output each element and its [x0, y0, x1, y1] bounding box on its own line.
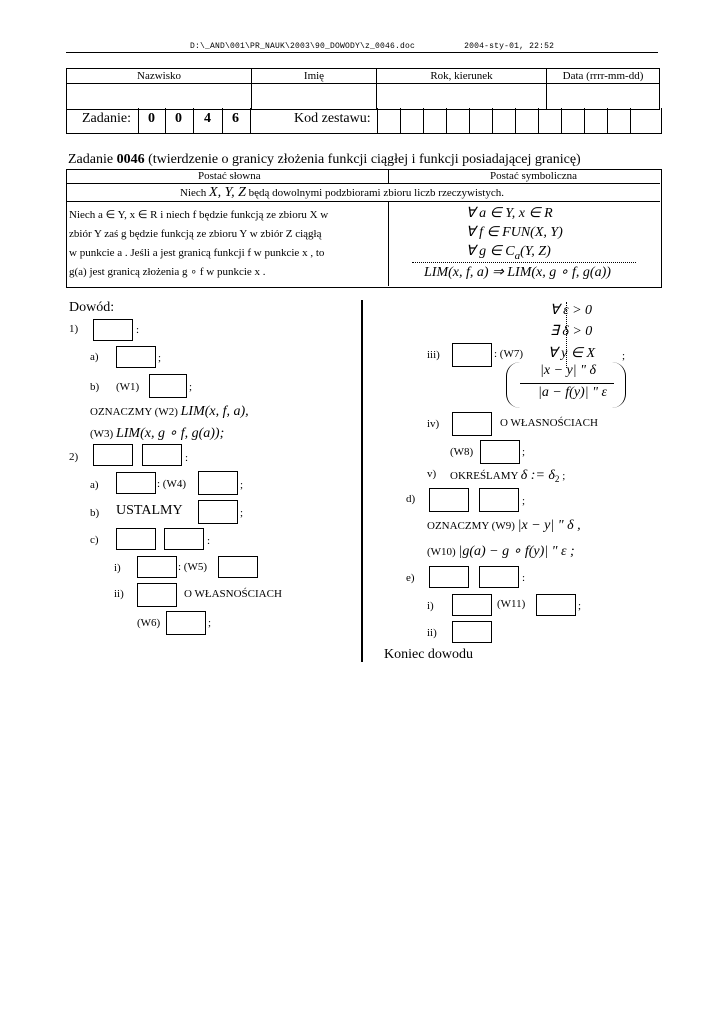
answer-box[interactable]	[479, 488, 519, 512]
imie-label: Imię	[252, 69, 377, 84]
answer-box[interactable]	[198, 471, 238, 495]
answer-box[interactable]	[536, 594, 576, 616]
symbolic-implication: LIM(x, f, a) ⇒ LIM(x, g ∘ f, g(a))	[424, 265, 611, 280]
col-symbolic-header: Postać symboliczna	[490, 170, 578, 182]
answer-box[interactable]	[218, 556, 258, 578]
answer-box[interactable]	[116, 346, 156, 368]
answer-box[interactable]	[166, 611, 206, 635]
answer-box[interactable]	[164, 528, 204, 550]
zadanie-label: Zadanie:	[82, 111, 131, 126]
w10-line: (W10) |g(a) − g ∘ f(y)| " ε ;	[427, 544, 575, 559]
column-divider	[361, 300, 363, 662]
data-label: Data (rrrr-mm-dd)	[547, 69, 660, 84]
file-path: D:\_AND\001\PR_NAUK\2003\90_DOWODY\z_0046.doc	[190, 42, 416, 51]
kod-zestawu-cells[interactable]	[378, 109, 659, 132]
digit-2: 0	[175, 111, 182, 126]
col-verbal-header: Postać słowna	[198, 170, 261, 182]
answer-box[interactable]	[116, 472, 156, 494]
quantifier-y: ∀ y ∈ X	[548, 346, 596, 361]
answer-box[interactable]	[116, 528, 156, 550]
nazwisko-label: Nazwisko	[67, 69, 252, 84]
header-rule	[66, 52, 658, 53]
data-field[interactable]	[547, 84, 660, 110]
nazwisko-field[interactable]	[67, 84, 252, 110]
answer-box[interactable]	[452, 621, 492, 643]
proof-end: Koniec dowodu	[384, 647, 474, 662]
answer-box[interactable]	[452, 594, 492, 616]
rok-field[interactable]	[377, 84, 547, 110]
quantifier-eps: ∀ ε > 0	[550, 303, 593, 318]
task-title: Zadanie 0046 (twierdzenie o granicy złożenia funkcji ciągłej i funkcji posiadającej granicę)	[68, 152, 581, 167]
oznaczmy-w9: OZNACZMY (W9) |x − y| " δ ,	[427, 518, 581, 533]
ustalmy-label: USTALMY	[116, 503, 183, 518]
file-date: 2004-sty-01, 22:52	[464, 42, 555, 51]
answer-box[interactable]	[429, 488, 469, 512]
fraction-bottom: |a − f(y)| " ε	[538, 385, 607, 400]
symbolic-statement: ∀ a ∈ Y, x ∈ R ∀ f ∈ FUN(X, Y) ∀ g ∈ $C_a(Y$, Z)	[466, 206, 563, 262]
imie-field[interactable]	[252, 84, 377, 110]
answer-box[interactable]	[452, 412, 492, 436]
answer-box[interactable]	[149, 374, 187, 398]
answer-box[interactable]	[479, 566, 519, 588]
student-form	[66, 68, 660, 110]
kod-label: Kod zestawu:	[294, 111, 371, 126]
answer-box[interactable]	[93, 444, 133, 466]
document-header	[190, 42, 554, 51]
okreslamy-line: OKREŚLAMY δ := $\delta_2$ ;	[450, 468, 566, 485]
proof-title: Dowód:	[69, 300, 115, 315]
answer-box[interactable]	[142, 444, 182, 466]
answer-box[interactable]	[93, 319, 133, 341]
quantifier-delta: ∃ δ > 0	[550, 324, 593, 339]
answer-box[interactable]	[137, 556, 177, 578]
niech-line: Niech X, Y, Z będą dowolnymi podzbiorami zbioru liczb rzeczywistych.	[180, 185, 504, 200]
answer-box[interactable]	[429, 566, 469, 588]
digit-4: 6	[232, 111, 239, 126]
oznaczmy-w3: (W3) LIM(x, g ∘ f, g(a));	[90, 426, 225, 441]
oznaczmy-w2: OZNACZMY (W2) LIM(x, f, a),	[90, 404, 249, 419]
answer-box[interactable]	[137, 583, 177, 607]
answer-box[interactable]	[452, 343, 492, 367]
answer-box[interactable]	[480, 440, 520, 464]
digit-3: 4	[204, 111, 211, 126]
verbal-statement: Niech a ∈ Y, x ∈ R i niech f będzie funkcją ze zbioru X w zbiór Y zaś g będzie funkcją ze zbioru Y w zbiór Z ciągłą w punkcie a . Jeśli a jest granicą funkcji f w punkcie x , to g(a) jest granicą złożenia g ∘ f w punkcie x .	[69, 209, 329, 278]
answer-box[interactable]	[198, 500, 238, 524]
rok-label: Rok, kierunek	[377, 69, 547, 84]
digit-1: 0	[148, 111, 155, 126]
fraction-top: |x − y| " δ	[540, 363, 596, 378]
